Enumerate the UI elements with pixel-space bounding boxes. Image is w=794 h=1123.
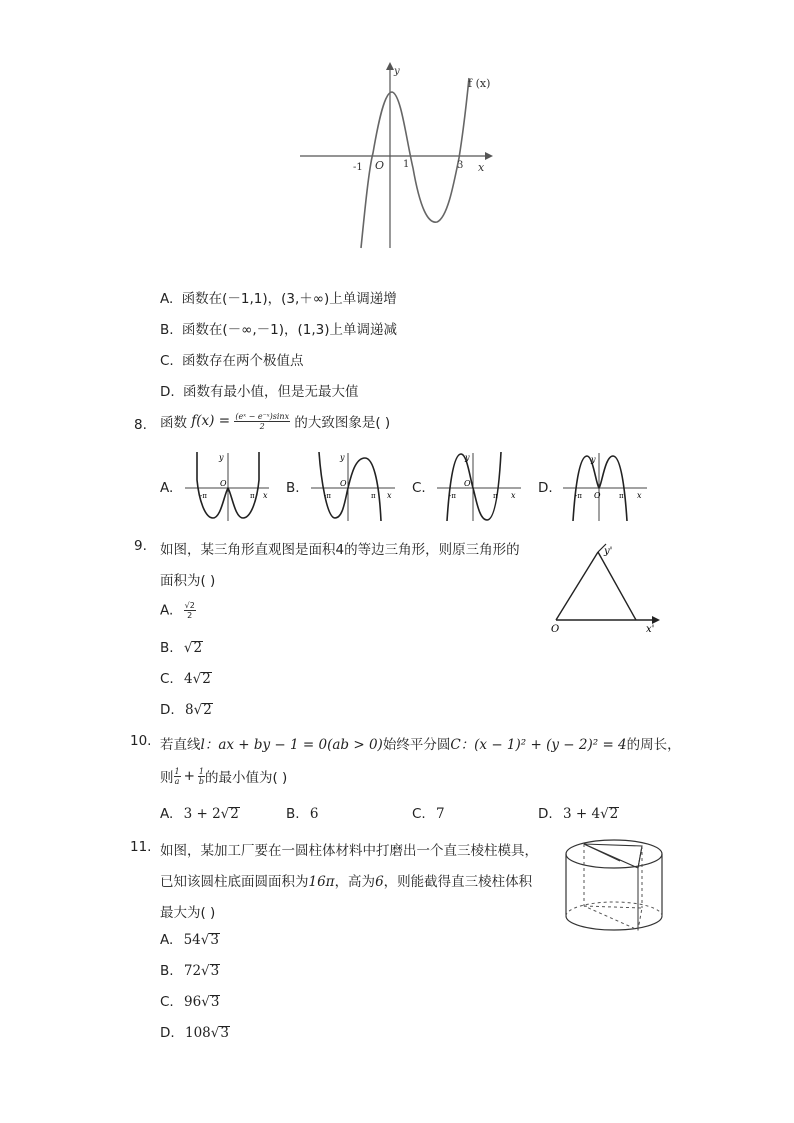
q7-option-d: [160, 380, 358, 400]
radicand: 3: [210, 994, 220, 1010]
frac-num: √2: [184, 601, 195, 610]
graph-y-label: y: [591, 455, 596, 464]
q7-function-graph: [295, 58, 505, 253]
frac-den: a: [174, 776, 180, 786]
radicand: 2: [230, 806, 239, 822]
frac-1-over-b: [198, 767, 205, 786]
graph-x-label: x: [637, 491, 642, 500]
q9-stem-line2: 面积为( ): [160, 573, 216, 589]
q8-frac-den: 2: [259, 421, 265, 431]
q8-frac-num: (eˣ − e⁻ˣ)sinx: [235, 411, 290, 421]
q9-option-d: [160, 702, 213, 718]
q11-number: 11.: [130, 839, 152, 855]
graph-x-label: x: [511, 491, 516, 500]
q11-stem-line1: 如图，某加工厂要在一圆柱体材料中打磨出一个直三棱柱模具，: [160, 843, 538, 859]
graph-origin: O: [340, 479, 347, 488]
circle-equation: C：(x − 1)² + (y − 2)² = 4: [450, 737, 627, 753]
graph-pi: π: [250, 492, 255, 500]
radicand: 2: [193, 640, 203, 656]
q8-graph-a: [183, 450, 275, 522]
radicand: 3: [210, 932, 219, 948]
option-letter: B.: [160, 640, 174, 656]
option-letter: C.: [160, 671, 174, 687]
radical: √2: [193, 702, 212, 718]
graph-neg-pi: -π: [200, 492, 207, 500]
coef: 96: [184, 994, 202, 1010]
q11-cylinder-figure: [560, 836, 670, 940]
q8-stem: [160, 411, 390, 431]
text: 的周长，: [626, 737, 681, 753]
q10-stem-line1: [160, 733, 681, 753]
graph-y-label: y: [465, 453, 470, 462]
radicand: 3: [220, 1025, 229, 1041]
q8-option-b-letter: B.: [286, 480, 300, 496]
text: ，高为: [334, 874, 376, 890]
q8-prefix: 函数: [160, 415, 187, 431]
radical: √3: [200, 932, 219, 948]
radical: √3: [201, 963, 220, 979]
frac-num: 1: [174, 766, 180, 776]
q10-stem-line2: [160, 766, 287, 786]
q8-suffix: 的大致图象是( ): [294, 415, 391, 431]
text: 若直线: [160, 737, 201, 753]
q11-option-c: [160, 994, 220, 1010]
q7-option-c: [160, 349, 304, 369]
line-equation: l：ax + by − 1 = 0(ab > 0): [200, 737, 383, 753]
frac-den: b: [198, 776, 205, 786]
graph-origin: O: [464, 479, 471, 488]
option-value: 6: [309, 806, 319, 822]
graph-neg-pi: -π: [575, 492, 582, 500]
q7-func-label: f (x): [468, 77, 491, 90]
q9-x-label: x': [646, 624, 655, 635]
q10-number: 10.: [130, 733, 152, 749]
graph-x-label: x: [387, 491, 392, 500]
option-text: 函数在(－∞,－1)，(1,3)上单调递减: [181, 322, 398, 338]
graph-neg-pi: -π: [324, 492, 331, 500]
radicand: 3: [210, 963, 220, 979]
option-letter: D.: [538, 806, 553, 822]
q8-number: 8.: [134, 417, 147, 433]
option-letter: C.: [160, 353, 174, 369]
q8-func: f(x) =: [191, 413, 231, 429]
q10-option-b: [286, 806, 318, 822]
option-value: 3 + 2: [183, 806, 221, 822]
plus-sign: +: [183, 768, 195, 784]
option-letter: D.: [160, 702, 175, 718]
graph-pi: π: [493, 492, 498, 500]
graph-x-label: x: [263, 491, 268, 500]
q11-option-a: [160, 932, 220, 948]
q11-option-d: [160, 1025, 230, 1041]
graph-origin: O: [594, 491, 601, 500]
graph-y-label: y: [340, 453, 345, 462]
graph-y-label: y: [219, 453, 224, 462]
q8-fraction: [234, 412, 290, 431]
q7-origin: O: [375, 159, 385, 172]
q10-option-a: [160, 806, 240, 822]
q8-graph-d: [561, 450, 653, 522]
frac-den: 2: [187, 611, 193, 620]
radicand: 2: [609, 806, 619, 822]
q8-graph-b: [309, 450, 401, 522]
area-value: 16π: [308, 874, 335, 890]
radical: √2: [600, 806, 619, 822]
option-value: 7: [436, 806, 445, 822]
coef: 8: [184, 702, 194, 718]
radicand: 2: [202, 671, 211, 687]
option-letter: A.: [160, 806, 174, 822]
option-fraction: [184, 601, 196, 620]
q7-x-label: x: [478, 161, 485, 174]
q11-stem-line2: [160, 870, 532, 890]
text: 的最小值为( ): [205, 770, 288, 786]
q8-graph-c: [435, 450, 527, 522]
radical: √2: [183, 640, 203, 656]
option-letter: B.: [160, 963, 174, 979]
radical: √3: [210, 1025, 229, 1041]
option-letter: B.: [160, 322, 174, 338]
text: 则: [160, 770, 174, 786]
q8-option-d-letter: D.: [538, 480, 553, 496]
graph-neg-pi: -π: [449, 492, 456, 500]
q9-option-b: [160, 640, 203, 656]
coef: 54: [183, 932, 201, 948]
option-letter: A.: [160, 932, 174, 948]
radical: √3: [201, 994, 220, 1010]
option-letter: B.: [286, 806, 300, 822]
text: 始终平分圆: [382, 737, 451, 753]
radicand: 2: [203, 702, 212, 718]
option-text: 函数有最小值，但是无最大值: [182, 384, 359, 400]
q7-option-a: [160, 287, 397, 307]
option-text: 函数在(－1,1)，(3,＋∞)上单调递增: [181, 291, 397, 307]
coef: 108: [184, 1025, 211, 1041]
option-value: 3 + 4: [562, 806, 601, 822]
q7-tick-neg1: -1: [353, 162, 363, 173]
q9-y-label: y': [604, 546, 613, 557]
q8-option-c-letter: C.: [412, 480, 426, 496]
option-letter: C.: [160, 994, 174, 1010]
option-letter: C.: [412, 806, 426, 822]
q7-tick-3: 3: [457, 160, 464, 171]
graph-pi: π: [619, 492, 624, 500]
q9-option-a: [160, 601, 196, 620]
coef: 4: [184, 671, 193, 687]
height-value: 6: [375, 874, 384, 890]
option-text: 函数存在两个极值点: [182, 353, 304, 369]
q7-option-b: [160, 318, 397, 338]
frac-num: 1: [198, 766, 204, 776]
q8-option-a-letter: A.: [160, 480, 174, 496]
frac-1-over-a: [174, 767, 181, 786]
q7-y-label: y: [394, 66, 400, 77]
option-letter: A.: [160, 291, 174, 307]
radical: √2: [220, 806, 239, 822]
coef: 72: [183, 963, 202, 979]
q9-stem-line1: 如图，某三角形直观图是面积4的等边三角形，则原三角形的: [160, 542, 520, 558]
graph-pi: π: [371, 492, 376, 500]
q9-triangle-figure: [548, 540, 670, 635]
q7-tick-1: 1: [403, 159, 410, 170]
q11-option-b: [160, 963, 220, 979]
q10-option-c: [412, 806, 445, 822]
option-letter: D.: [160, 384, 175, 400]
text: ，则能截得直三棱柱体积: [383, 874, 533, 890]
q9-option-c: [160, 671, 212, 687]
q9-number: 9.: [134, 538, 147, 554]
q11-stem-line3: 最大为( ): [160, 905, 216, 921]
option-letter: D.: [160, 1025, 175, 1041]
q10-option-d: [538, 806, 619, 822]
graph-origin: O: [220, 479, 227, 488]
option-letter: A.: [160, 602, 174, 619]
q9-origin: O: [551, 624, 560, 635]
radical: √2: [192, 671, 211, 687]
text: 已知该圆柱底面圆面积为: [160, 874, 309, 890]
